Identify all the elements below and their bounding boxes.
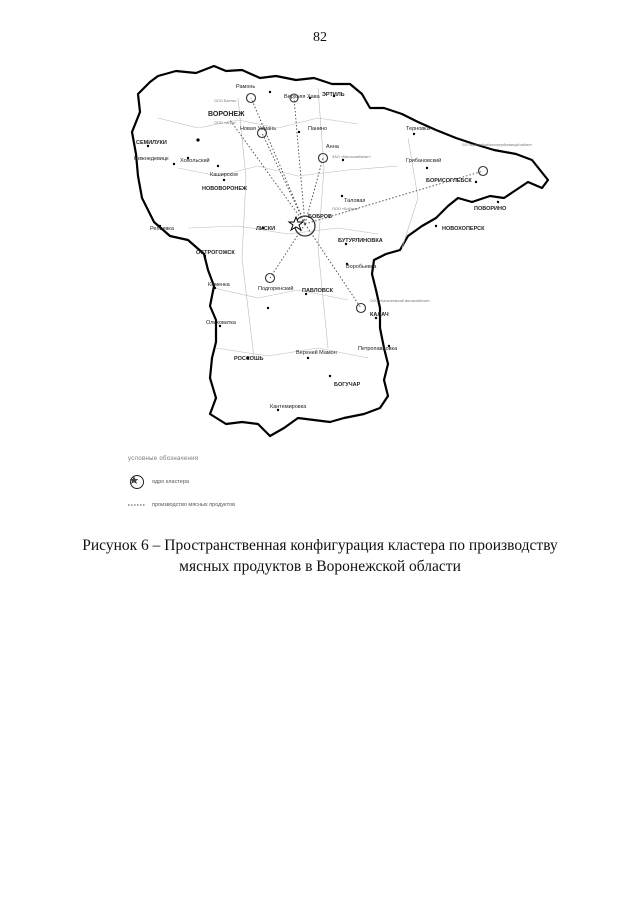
enterprise-note-borisoglebsk: ООО «Борисоглебский мясоперерабатывающий комбинат» [462, 143, 532, 147]
city-label-novohopersk: НОВОХОПЕРСК [442, 226, 485, 232]
city-label-anna: Анна [326, 144, 339, 150]
city-label-olhovatka: Ольховатка [206, 320, 236, 326]
city-label-semiluki: СЕМИЛУКИ [136, 140, 167, 146]
city-label-talovaya: Таловая [344, 198, 366, 204]
city-label-liski: ЛИСКИ [256, 226, 276, 232]
dotted-line-icon [128, 502, 146, 508]
city-label-nizhnedevitsk: Нижнедевицк [134, 156, 169, 162]
city-label-boguchar: БОГУЧАР [334, 382, 361, 388]
cluster-map [118, 58, 558, 453]
city-label-bobrov: БОБРОВ [308, 214, 333, 220]
city-label-borisoglebsk: БОРИСОГЛЕБСК [426, 178, 472, 184]
city-label-kalach: КАЛАЧ [370, 312, 389, 318]
legend-core-label: ядро кластера [152, 479, 189, 485]
caption-line-2: мясных продуктов в Воронежской области [179, 558, 461, 575]
city-label-povorino: ПОВОРИНО [474, 206, 507, 212]
city-label-repyovka: Репьевка [150, 226, 174, 232]
page-number: 82 [313, 30, 327, 45]
city-label-kashirskoe: Каширское [210, 172, 239, 178]
city-label-pavlovsk: ПАВЛОВСК [302, 288, 333, 294]
city-label-verhnyaya-hava: Верхняя Хава [284, 94, 320, 100]
legend-row-production [128, 498, 235, 512]
city-label-gribanovsky: Грибановский [406, 158, 442, 164]
cluster-core-star-icon [289, 217, 303, 230]
enterprise-note-kalach: ООО «Калачеевский мясокомбинат» [370, 299, 430, 303]
city-label-ternovka: Терновка [406, 126, 430, 132]
city-label-vorobyovka: Воробьевка [346, 264, 377, 270]
city-label-panino: Панино [308, 126, 328, 132]
legend-title: условные обозначения [128, 456, 199, 462]
core-star-icon [128, 474, 146, 490]
enterprise-note-ramon: ООО Бахтин [214, 99, 237, 103]
city-label-kantemirovka: Кантемировка [270, 404, 307, 410]
city-label-verhny-mamon: Верхний Мамон [296, 350, 337, 356]
city-label-rossosh: РОССОШЬ [234, 356, 264, 362]
caption-line-1: Рисунок 6 – Пространственная конфигурация кластера по производству [82, 537, 558, 554]
city-label-novaya-usman: Новая Усмань [240, 126, 277, 132]
city-label-novovoronezh: НОВОВОРОНЕЖ [202, 186, 247, 192]
enterprise-note-voronezh: ООО «Агро» [214, 121, 237, 125]
figure-caption [60, 535, 580, 577]
city-label-hoholsky: Хохольский [180, 158, 210, 164]
city-label-buturlinovka: БУТУРЛИНОВКА [338, 238, 383, 244]
voronezh-region-map [118, 58, 558, 453]
city-label-ertil: ЭРТИЛЬ [322, 92, 345, 98]
legend-row-core [128, 475, 189, 489]
city-label-kamenka: Каменка [208, 282, 230, 288]
enterprise-note-bobrov: ООО «Бобров» [332, 207, 360, 211]
city-label-ramon: Рамонь [236, 84, 256, 90]
city-label-podgorensky: Подгоренский [258, 286, 294, 292]
city-label-petropavlovka: Петропавловка [358, 346, 398, 352]
city-label-ostrogozhsk: ОСТРОГОЖСК [196, 250, 235, 256]
city-label-voronezh: ВОРОНЕЖ [208, 111, 245, 118]
legend-production-label: производство мясных продуктов [152, 502, 236, 508]
map-legend [118, 456, 558, 516]
enterprise-note-anna: ЗАО «Мясокомбинат» [332, 155, 371, 159]
